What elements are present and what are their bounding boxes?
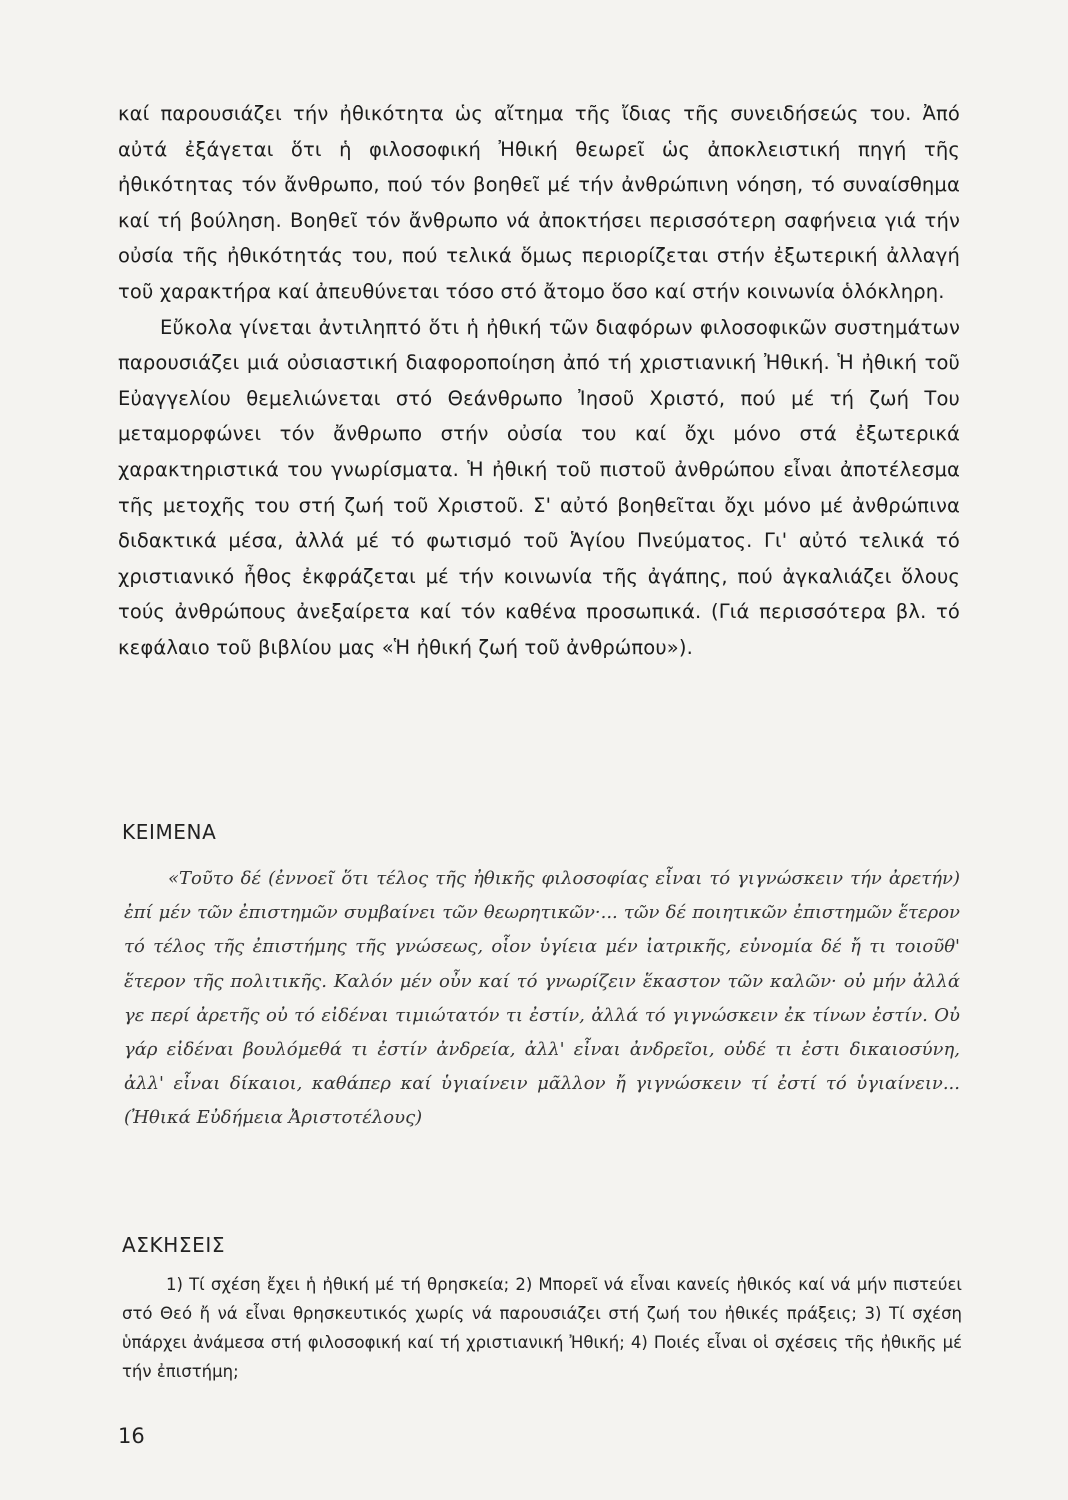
main-body-text (118, 96, 960, 666)
texts-heading: ΚΕΙΜΕΝΑ (122, 820, 217, 844)
exercises-heading: ΑΣΚΗΣΕΙΣ (122, 1233, 226, 1257)
exercises-text: 1) Τί σχέση ἔχει ἡ ἠθική μέ τή θρησκεία; 2) Μπορεῖ νά εἶναι κανείς ἠθικός καί νά μήν πιστεύει στό Θεό ἤ νά εἶναι θρησκευτικός χωρίς νά παρουσιάζει στή ζωή του ἠθικές πράξεις; 3) Τί σχέση ὑπάρχει ἀνάμεσα στή φιλοσοφική καί τή χριστιανική Ἠθική; 4) Ποιές εἶναι οἱ σχέσεις τῆς ἠθικῆς μέ τήν ἐπιστήμη; (122, 1275, 962, 1381)
body-paragraph-1: καί παρουσιάζει τήν ἠθικότητα ὡς αἴτημα τῆς ἴδιας τῆς συνειδήσεώς του. Ἀπό αὐτά ἐξάγεται ὅτι ἡ φιλοσοφική Ἠθική θεωρεῖ ὡς ἀποκλειστική πηγή τῆς ἠθικότητας τόν ἄνθρωπο, πού τόν βοηθεῖ μέ τήν ἀνθρώπινη νόηση, τό συναίσθημα καί τή βούληση. Βοηθεῖ τόν ἄνθρωπο νά ἀποκτήσει περισσότερη σαφήνεια γιά τήν οὐσία τῆς ἠθικότητάς του, πού τελικά ὅμως περιορίζεται στήν ἐξωτερική ἀλλαγή τοῦ χαρακτήρα καί ἀπευθύνεται τόσο στό ἄτομο ὅσο καί στήν κοινωνία ὁλόκληρη. (118, 102, 960, 303)
body-paragraph-2: Εὔκολα γίνεται ἀντιληπτό ὅτι ἡ ἠθική τῶν διαφόρων φιλοσοφικῶν συστημάτων παρουσιάζει μιά οὐσιαστική διαφοροποίηση ἀπό τή χριστιανική Ἠθική. Ἡ ἠθική τοῦ Εὐαγγελίου θεμελιώνεται στό Θεάνθρωπο Ἰησοῦ Χριστό, πού μέ τή ζωή Του μεταμορφώνει τόν ἄνθρωπο στήν οὐσία του καί ὄχι μόνο στά ἐξωτερικά χαρακτηριστικά του γνωρίσματα. Ἡ ἠθική τοῦ πιστοῦ ἀνθρώπου εἶναι ἀποτέλεσμα τῆς μετοχῆς του στή ζωή τοῦ Χριστοῦ. Σ' αὐτό βοηθεῖται ὄχι μόνο μέ ἀνθρώπινα διδακτικά μέσα, ἀλλά μέ τό φωτισμό τοῦ Ἁγίου Πνεύματος. Γι' αὐτό τελικά τό χριστιανικό ἦθος ἐκφράζεται μέ τήν κοινωνία τῆς ἀγάπης, πού ἀγκαλιάζει ὅλους τούς ἀνθρώπους ἀνεξαίρετα καί τόν καθένα προσωπικά. (Γιά περισσότερα βλ. τό κεφάλαιο τοῦ βιβλίου μας «Ἡ ἠθική ζωή τοῦ ἀνθρώπου»). (118, 315, 960, 659)
page-number: 16 (118, 1424, 145, 1448)
aristotle-quote (124, 862, 960, 1136)
quote-text: «Τοῦτο δέ (ἐννοεῖ ὅτι τέλος τῆς ἠθικῆς φιλοσοφίας εἶναι τό γιγνώσκειν τήν ἀρετήν) ἐπί μέν τῶν ἐπιστημῶν συμβαίνει τῶν θεωρητικῶν·... τῶν δέ ποιητικῶν ἐπιστημῶν ἕτερον τό τέλος τῆς ἐπιστήμης τῆς γνώσεως, οἷον ὑγίεια μέν ἰατρικῆς, εὐνομία δέ ἤ τι τοιοῦθ' ἕτερον τῆς πολιτικῆς. Καλόν μέν οὖν καί τό γνωρίζειν ἕκαστον τῶν καλῶν· οὐ μήν ἀλλά γε περί ἀρετῆς οὐ τό εἰδέναι τιμιώτατόν τι ἐστίν, ἀλλά τό γιγνώσκειν ἐκ τίνων ἐστίν. Οὐ γάρ εἰδέναι βουλόμεθά τι ἐστίν ἀνδρεία, ἀλλ' εἶναι ἀνδρεῖοι, οὐδέ τι ἐστι δικαιοσύνη, ἀλλ' εἶναι δίκαιοι, καθάπερ καί ὑγιαίνειν μᾶλλον ἤ γιγνώσκειν τί ἐστί τό ὑγιαίνειν... (124, 868, 960, 1095)
quote-source: (Ἠθικά Εὐδήμεια Ἀριστοτέλους) (124, 1107, 423, 1129)
